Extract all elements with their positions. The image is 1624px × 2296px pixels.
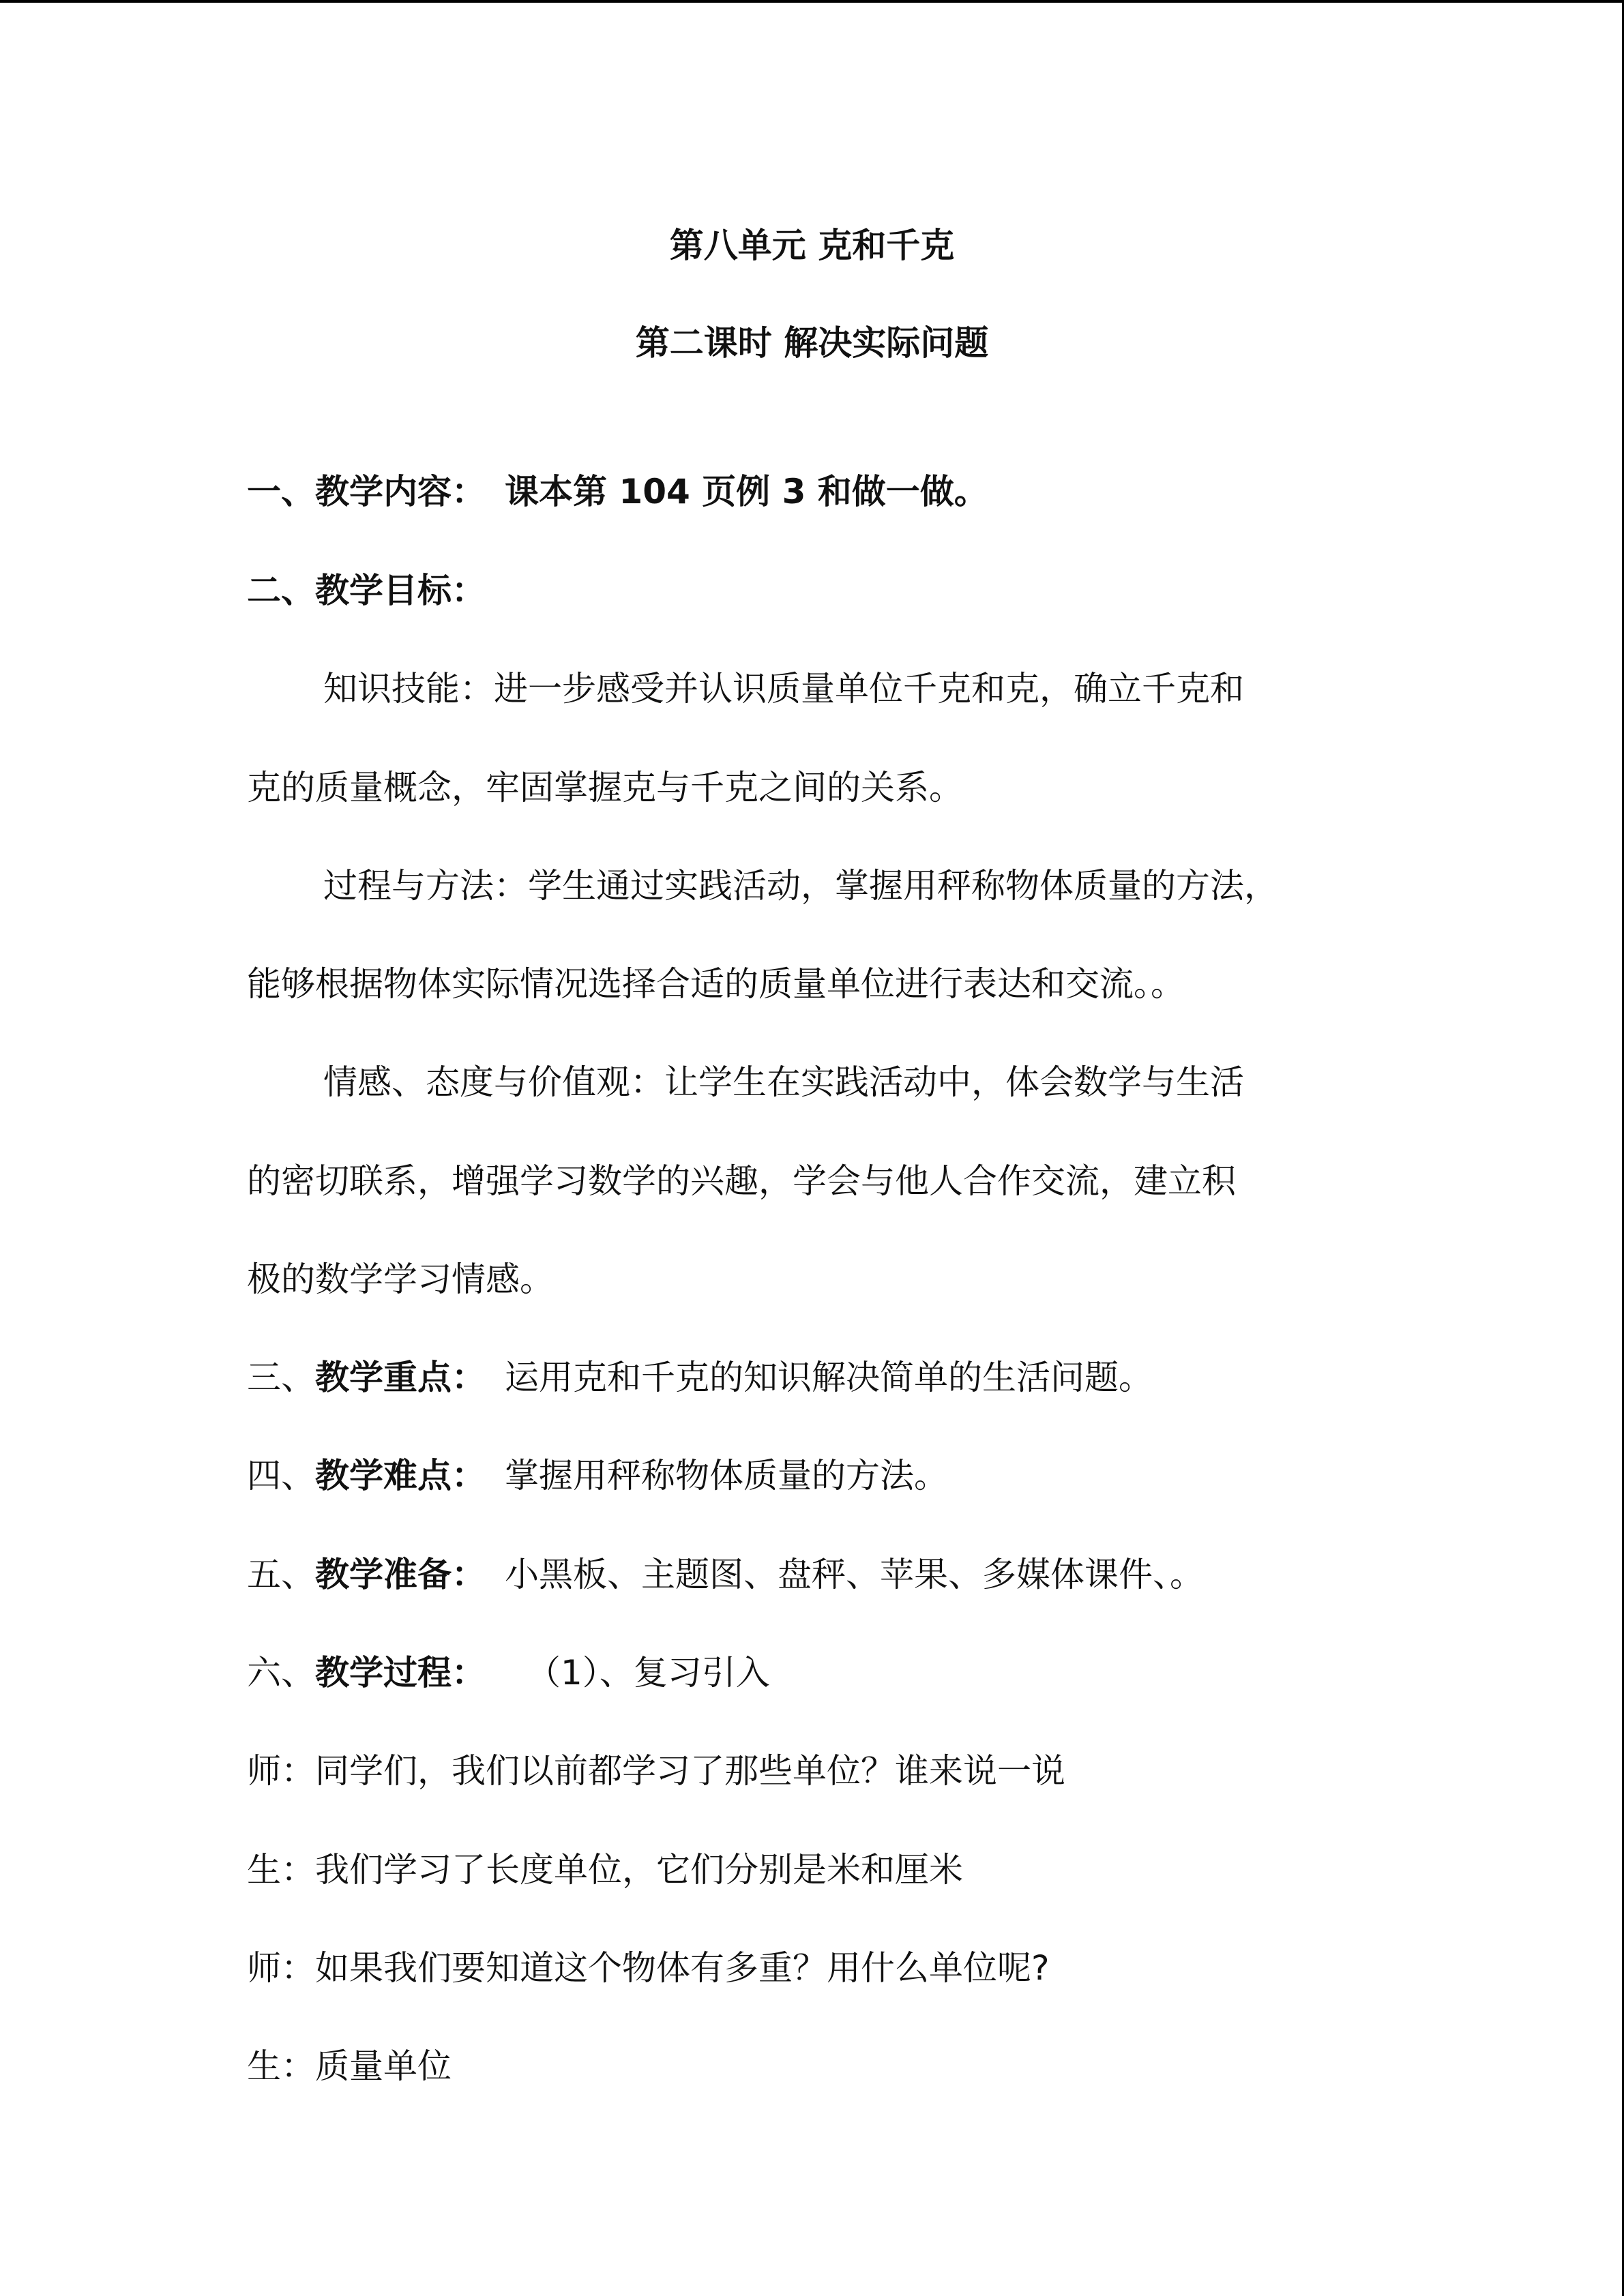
dialogue-line: 师：如果我们要知道这个物体有多重？用什么单位呢? [247,1948,1050,1988]
section-preparation [247,1551,1204,1598]
goal-emotion-line-2: 的密切联系，增强学习数学的兴趣，学会与他人合作交流，建立积 [247,1161,1236,1201]
document-subtitle: 第二课时 解决实际问题 [635,323,989,363]
goal-emotion-line-3: 极的数学学习情感。 [247,1259,554,1299]
section-prefix: 五、 [247,1555,315,1594]
section-text: 课本第 104 页例 3 和做一做。 [505,472,988,511]
section-label: 教学准备： [315,1555,486,1594]
section-prefix: 四、 [247,1456,315,1495]
section-label: 教学重点： [315,1358,486,1397]
dialogue-line: 生：质量单位 [247,2046,452,2086]
section-prefix: 三、 [247,1358,315,1397]
section-key-point [247,1354,1153,1401]
section-text: 运用克和千克的知识解决简单的生活问题。 [505,1358,1153,1397]
section-prefix: 六、 [247,1653,315,1693]
goal-process-line-1: 过程与方法：学生通过实践活动，掌握用秤称物体质量的方法， [323,866,1278,906]
section-label: 教学难点： [315,1456,486,1495]
goal-process-line-2: 能够根据物体实际情况选择合适的质量单位进行表达和交流。。 [247,964,1185,1004]
section-text: （1）、复习引入 [527,1653,770,1693]
section-prefix: 一、 [247,472,315,511]
section-process [247,1649,770,1697]
section-difficulty [247,1452,948,1500]
section-teaching-content [247,468,988,516]
section-text: 小黑板、主题图、盘秤、苹果、多媒体课件、。 [505,1555,1204,1594]
section-text: 掌握用秤称物体质量的方法。 [505,1456,948,1495]
section-prefix: 二、 [247,571,315,610]
section-label: 教学内容： [315,472,486,511]
goal-knowledge-line-1: 知识技能：进一步感受并认识质量单位千克和克，确立千克和 [323,669,1244,709]
section-label: 教学目标： [315,571,486,610]
dialogue-line: 生：我们学习了长度单位，它们分别是米和厘米 [247,1850,963,1890]
goal-knowledge-line-2: 克的质量概念，牢固掌握克与千克之间的关系。 [247,768,963,807]
page-top-border [0,0,1624,3]
section-teaching-goals [247,567,486,614]
goal-emotion-line-1: 情感、态度与价值观：让学生在实践活动中，体会数学与生活 [323,1062,1244,1102]
document-title: 第八单元 克和千克 [669,226,955,265]
section-label: 教学过程： [315,1653,486,1693]
dialogue-line: 师：同学们，我们以前都学习了那些单位？谁来说一说 [247,1751,1065,1791]
